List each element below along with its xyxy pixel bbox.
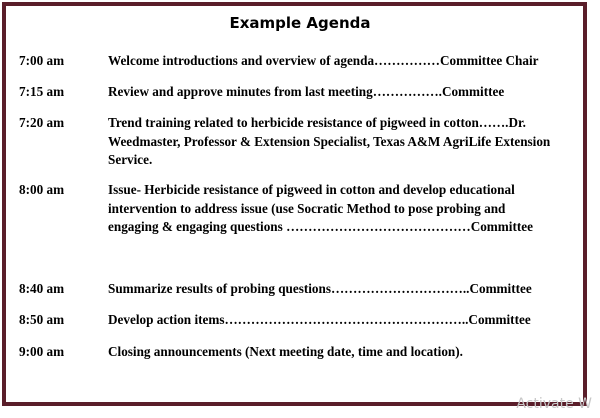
agenda-description-line: Issue- Herbicide resistance of pigweed in cotton and develop educational	[108, 182, 515, 197]
agenda-time: 8:40 am	[19, 281, 65, 296]
agenda-description-line: Welcome introductions and overview of agenda……………Committee Chair	[108, 53, 539, 68]
agenda-description-line: engaging & engaging questions ……………………………………Committee	[108, 219, 533, 234]
agenda-time: 7:20 am	[19, 115, 65, 130]
agenda-description-line: Closing announcements (Next meeting date, time and location).	[108, 344, 463, 359]
agenda-description	[108, 311, 584, 330]
agenda-title: Example Agenda	[229, 14, 371, 32]
activation-watermark: Activate W	[516, 396, 592, 412]
agenda-description	[108, 114, 584, 170]
agenda-description-line: Trend training related to herbicide resistance of pigweed in cotton…….Dr.	[108, 115, 526, 130]
agenda-description-line: Weedmaster, Professor & Extension Specialist, Texas A&M AgriLife Extension	[108, 133, 551, 149]
agenda-description	[108, 181, 584, 237]
agenda-time: 7:15 am	[19, 84, 65, 99]
agenda-description-line: Develop action items………………………………………………..Committee	[108, 312, 531, 327]
agenda-time: 8:50 am	[19, 312, 65, 327]
agenda-description-line: Summarize results of probing questions…………………………..Committee	[108, 281, 532, 296]
agenda-description-line: intervention to address issue (use Socratic Method to pose probing and	[108, 200, 506, 216]
agenda-description	[108, 52, 584, 71]
agenda-time: 9:00 am	[19, 344, 65, 359]
agenda-description-line: Service.	[108, 152, 153, 167]
agenda-time: 8:00 am	[19, 182, 65, 197]
agenda-description-line: Review and approve minutes from last meeting…………….Committee	[108, 84, 505, 99]
agenda-description	[108, 280, 584, 299]
agenda-time: 7:00 am	[19, 53, 65, 68]
agenda-description	[108, 343, 584, 362]
agenda-description	[108, 83, 584, 102]
